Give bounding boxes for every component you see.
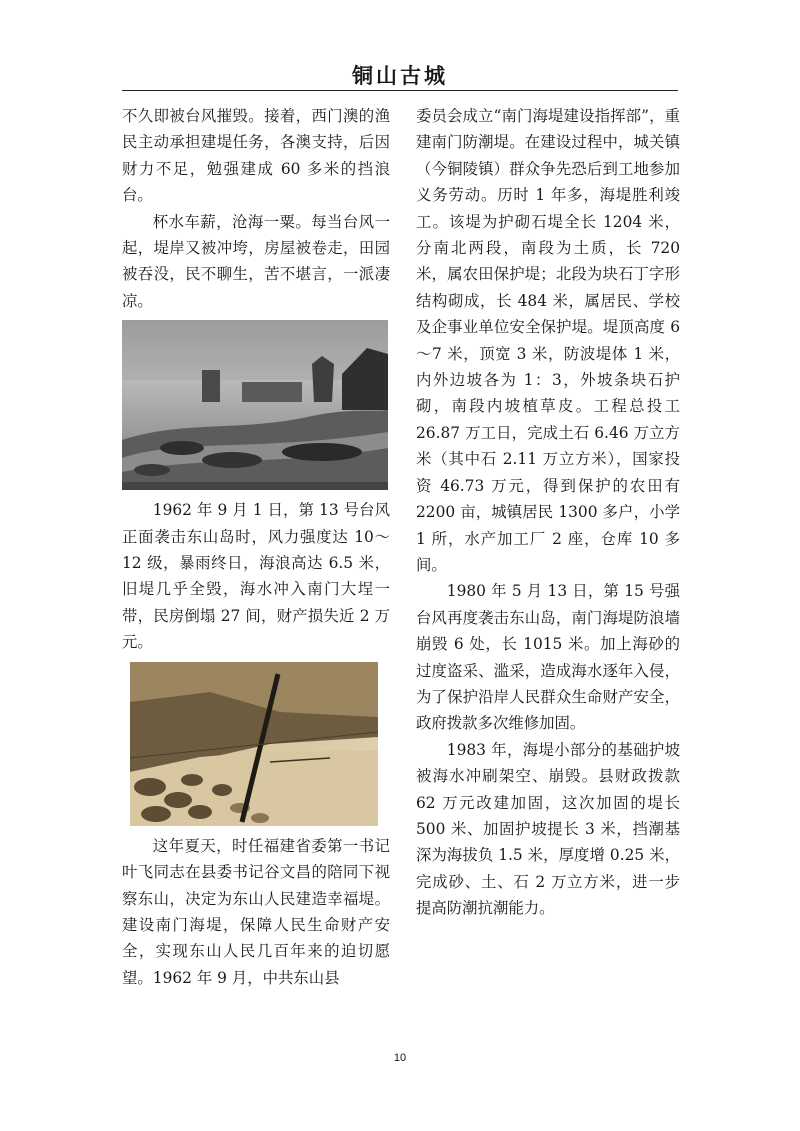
- paragraph: 1962 年 9 月 1 日，第 13 号台风正面袭击东山岛时，风力强度达 10～12 级，暴雨终日，海浪高达 6.5 米，旧堤几乎全毁，海水冲入南门大埕一带，民房倒塌 27 间，财产损失近 2 万元。: [122, 501, 390, 652]
- paragraph: 不久即被台风摧毁。接着，西门澳的渔民主动承担建堤任务，各澳支持，后因财力不足，勉强建成 60 多米的挡浪台。: [122, 107, 390, 205]
- paragraph: 杯水车薪，沧海一粟。每当台风一起，堤岸又被冲垮，房屋被卷走，田园被吞没，民不聊生，苦不堪言，一派凄凉。: [122, 212, 390, 310]
- photo-collapsed-seawall: [130, 662, 378, 826]
- header-divider: [122, 90, 678, 91]
- photo-typhoon-damaged-shore: [122, 320, 388, 490]
- left-column: [122, 103, 390, 991]
- right-column: [416, 103, 680, 922]
- paragraph: 1983 年，海堤小部分的基础护坡被海水冲刷架空、崩毁。县财政拨款 62 万元改建加固，这次加固的堤长 500 米、加固护坡提长 3 米，挡潮基深为海拔负 1.5 米，厚度增 0.25 米，完成砂、土、石 2 万立方米，进一步提高防潮抗潮能力。: [416, 740, 680, 918]
- paragraph: 委员会成立“南门海堤建设指挥部”，重建南门防潮堤。在建设过程中，城关镇（今铜陵镇）群众争先恐后到工地参加义务劳动。历时 1 年多，海堤胜利竣工。该堤为护砌石堤全长 1204 米，分南北两段，南段为土质，长 720 米，属农田保护堤；北段为块石丁字形结构砌成，长 484 米，属居民、学校及企事业单位安全保护堤。堤顶高度 6～7 米，顶宽 3 米，防波堤体 1 米，内外边坡各为 1：3，外坡条块石护砌，南段内坡植草皮。工程总投工 26.87 万工日，完成土石 6.46 万立方米（其中石 2.11 万立方米），国家投资 46.73 万元，得到保护的农田有 2200 亩，城镇居民 1300 多户，小学 1 所，水产加工厂 2 座，仓库 10 多间。: [416, 107, 680, 574]
- page-header-title: 铜山古城: [352, 64, 448, 88]
- page-number: 10: [393, 1052, 407, 1064]
- paragraph: 这年夏天，时任福建省委第一书记叶飞同志在县委书记谷文昌的陪同下视察东山，决定为东山人民建造幸福堤。建设南门海堤，保障人民生命财产安全，实现东山人民几百年来的迫切愿望。1962 年 9 月，中共东山县: [122, 836, 390, 987]
- paragraph: 1980 年 5 月 13 日，第 15 号强台风再度袭击东山岛，南门海堤防浪墙崩毁 6 处，长 1015 米。加上海砂的过度盗采、滥采，造成海水逐年入侵，为了保护沿岸人民群众生命财产安全，政府拨款多次维修加固。: [416, 582, 680, 733]
